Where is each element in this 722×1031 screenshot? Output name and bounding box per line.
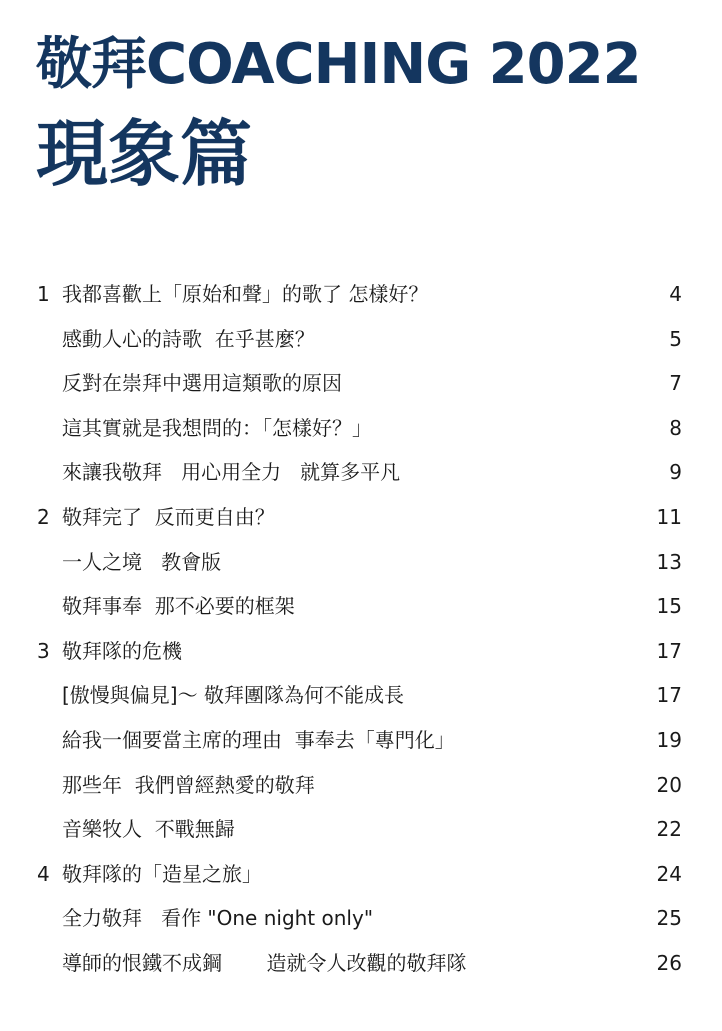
toc-page-number: 8 xyxy=(669,415,682,440)
toc-entry-2[interactable] xyxy=(0,317,722,362)
toc-page-number: 25 xyxy=(656,906,682,931)
toc-entry-8[interactable] xyxy=(0,584,722,629)
toc-page-number: 15 xyxy=(656,594,682,619)
toc-entry-title: 反對在崇拜中選用這類歌的原因 xyxy=(62,371,342,396)
toc-entry-6[interactable] xyxy=(0,495,722,540)
toc-page-number: 9 xyxy=(669,460,682,485)
toc-entry-5[interactable] xyxy=(0,450,722,495)
toc-entry-3[interactable] xyxy=(0,361,722,406)
toc-page-number: 4 xyxy=(669,282,682,306)
toc-entry-title: [傲慢與偏見]～ 敬拜團隊為何不能成長 xyxy=(62,683,404,708)
toc-entry-title: 來讓我敬拜 用心用全力 就算多平凡 xyxy=(62,460,401,485)
toc-entry-9[interactable] xyxy=(0,629,722,674)
toc-chapter-number: 4 xyxy=(37,861,50,886)
toc-entry-title: 音樂牧人 不戰無歸 xyxy=(62,817,235,842)
toc-page-number: 26 xyxy=(656,950,682,975)
toc-entry-14[interactable] xyxy=(0,852,722,897)
toc-page-number: 19 xyxy=(656,727,682,752)
toc-entry-title: 感動人心的詩歌 在乎甚麼？ xyxy=(62,326,315,351)
toc-chapter-number: 2 xyxy=(37,504,50,529)
toc-entry-title: 敬拜事奉 那不必要的框架 xyxy=(62,594,295,619)
toc-entry-title: 敬拜隊的「造星之旅」 xyxy=(62,861,262,886)
toc-entry-13[interactable] xyxy=(0,807,722,852)
toc-page-number: 22 xyxy=(656,817,682,842)
toc-entry-4[interactable] xyxy=(0,406,722,451)
toc-entry-15[interactable] xyxy=(0,896,722,941)
toc-entry-10[interactable] xyxy=(0,673,722,718)
toc-page-number: 7 xyxy=(669,371,682,396)
toc-entry-title: 全力敬拜 看作 "One night only" xyxy=(62,906,374,931)
toc-entry-7[interactable] xyxy=(0,540,722,585)
page-subtitle: 現象篇 xyxy=(36,112,253,196)
toc-entry-title: 敬拜完了 反而更自由？ xyxy=(62,504,275,529)
toc-page-number: 17 xyxy=(656,638,682,663)
toc-page-number: 20 xyxy=(656,772,682,797)
table-of-contents xyxy=(0,272,722,986)
toc-chapter-number: 1 xyxy=(37,282,50,306)
toc-entry-title: 那些年 我們曾經熱愛的敬拜 xyxy=(62,772,315,797)
toc-page-number: 13 xyxy=(656,549,682,574)
toc-page-number: 24 xyxy=(656,861,682,886)
toc-page-number: 17 xyxy=(656,683,682,708)
toc-entry-1[interactable] xyxy=(0,272,722,317)
toc-entry-title: 我都喜歡上「原始和聲」的歌了 怎樣好？ xyxy=(62,282,429,306)
toc-entry-11[interactable] xyxy=(0,718,722,763)
toc-entry-16[interactable] xyxy=(0,941,722,986)
toc-chapter-number: 3 xyxy=(37,638,50,663)
toc-entry-title: 導師的恨鐵不成鋼 造就令人改觀的敬拜隊 xyxy=(62,950,467,975)
toc-entry-title: 給我一個要當主席的理由 事奉去「專門化」 xyxy=(62,727,455,752)
toc-entry-12[interactable] xyxy=(0,763,722,808)
toc-page-number: 5 xyxy=(669,326,682,351)
toc-entry-title: 一人之境 教會版 xyxy=(62,549,222,574)
toc-entry-title: 這其實就是我想問的：「怎樣好？」 xyxy=(62,415,372,440)
page-title: 敬拜COACHING 2022 xyxy=(36,32,641,97)
toc-entry-title: 敬拜隊的危機 xyxy=(62,638,182,663)
toc-page-number: 11 xyxy=(656,504,682,529)
